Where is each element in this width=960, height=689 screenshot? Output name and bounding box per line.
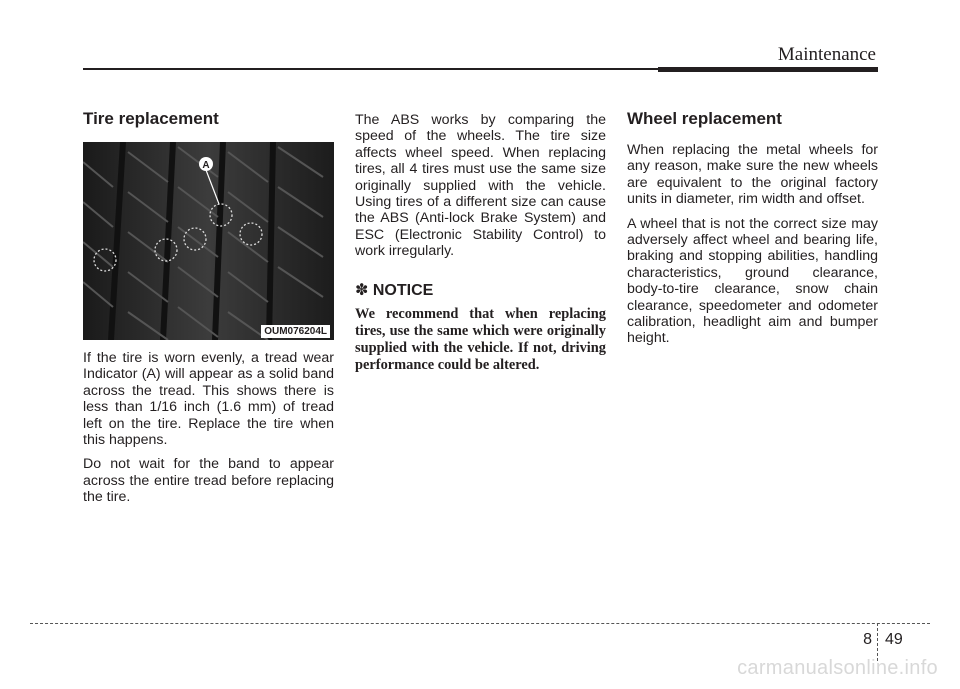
header-rule-accent: [658, 67, 878, 72]
wheel-replacement-paragraph-1: When replacing the metal wheels for any reason, make sure the new wheels are equivalent to the original factory units in diameter, rim width and offset.: [627, 142, 878, 208]
figure-code-label: OUM076204L: [261, 325, 330, 338]
tire-tread-illustration: [83, 142, 334, 340]
chapter-number: 8: [863, 631, 872, 648]
notice-title: NOTICE: [372, 281, 434, 299]
asterisk-icon: ✽: [355, 281, 369, 299]
callout-a-label: A: [202, 160, 210, 171]
wheel-replacement-paragraph-2: A wheel that is not the correct size may adversely affect wheel and bearing life, braking and stopping abilities, handling characteristics, ground clearance, body-to-tire clearance, snow chain clearance, speedometer and odometer calibration, headlight aim and bumper height.: [627, 215, 878, 347]
page-number-divider: [877, 623, 878, 661]
notice-heading: [355, 280, 606, 300]
wheel-replacement-heading: Wheel replacement: [627, 109, 782, 128]
tire-replacement-heading: Tire replacement: [83, 109, 219, 128]
section-title: Maintenance: [777, 44, 876, 65]
notice-text: We recommend that when replacing tires, use the same which were originally supplied with the vehicle. If not, driving performance could be altered.: [355, 305, 606, 373]
tire-replacement-paragraph-2: Do not wait for the band to appear across the entire tread before replacing the tire.: [83, 456, 334, 506]
tire-tread-figure: [83, 142, 334, 340]
column-abs-notice: [355, 108, 606, 374]
column-tire-replacement: [83, 108, 334, 514]
footer-rule: [30, 623, 930, 624]
abs-paragraph: The ABS works by comparing the speed of the wheels. The tire size affects wheel speed. When replacing tires, all 4 tires must use the same size originally supplied with the vehicle. Using tires of a different size can cause the ABS (Anti-lock Brake System) and ESC (Electronic Stability Control) to work irregularly.: [355, 112, 606, 260]
column-wheel-replacement: [627, 108, 878, 355]
watermark: carmanualsonline.info: [737, 657, 938, 679]
tire-replacement-paragraph-1: If the tire is worn evenly, a tread wear Indicator (A) will appear as a solid band across the tread. This shows there is less than 1/16 inch (1.6 mm) of tread left on the tire. Replace the tire when this happens.: [83, 350, 334, 449]
page-number: 49: [885, 631, 903, 648]
